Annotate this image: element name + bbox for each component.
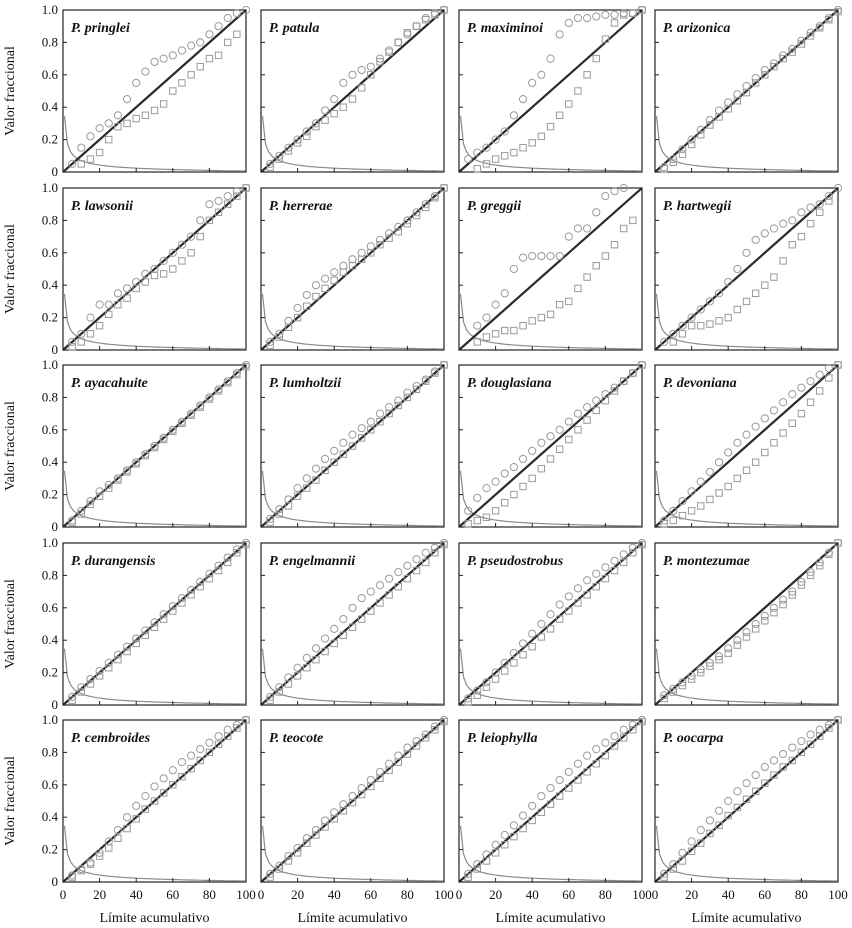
y-tick-label: 0.6: [41, 776, 58, 792]
x-axis-label: Límite acumulativo: [99, 911, 210, 926]
species-title: P. teocote: [269, 731, 324, 746]
panel-14: [261, 539, 448, 705]
panel-15: [459, 539, 646, 705]
x-tick-label: 100: [434, 887, 454, 902]
x-tick-label: 80: [794, 887, 808, 902]
x-tick-label: 60: [562, 887, 576, 902]
species-title: P. engelmannii: [269, 554, 356, 569]
y-axis-label: Valor fraccional: [3, 756, 18, 846]
y-tick-label: 0.4: [41, 809, 58, 825]
x-tick-label: 40: [721, 887, 735, 902]
species-title: P. oocarpa: [663, 731, 724, 746]
y-tick-label: 0.4: [41, 632, 58, 648]
species-title: P. lumholtzii: [269, 376, 342, 391]
species-title: P. greggii: [467, 199, 522, 214]
y-axis-label: Valor fraccional: [3, 579, 18, 669]
y-axis-label: Valor fraccional: [3, 401, 18, 491]
species-title: P. maximinoi: [467, 21, 543, 36]
y-tick-label: 0: [51, 697, 58, 712]
species-title: P. pringlei: [71, 21, 130, 36]
panel-19: [456, 716, 652, 926]
panel-11: [459, 361, 646, 527]
y-tick-label: 1.0: [41, 357, 58, 372]
x-tick-label: 100: [236, 887, 256, 902]
panel-3: [459, 6, 646, 172]
panel-6: [261, 184, 448, 350]
x-axis-label: Límite acumulativo: [297, 911, 408, 926]
species-title: P. arizonica: [663, 21, 731, 36]
species-title: P. herrerae: [269, 199, 333, 214]
species-title: P. lawsonii: [71, 199, 133, 214]
species-title: P. durangensis: [71, 554, 156, 569]
y-tick-label: 0: [51, 342, 58, 357]
y-tick-label: 1.0: [41, 712, 58, 727]
x-tick-label: 0: [651, 887, 659, 902]
y-tick-label: 0.6: [41, 421, 58, 437]
x-tick-label: 80: [598, 887, 612, 902]
y-axis-label: Valor fraccional: [3, 46, 18, 136]
panel-7: [459, 184, 642, 350]
panel-20: [652, 716, 848, 926]
y-tick-label: 0.2: [41, 131, 58, 147]
y-tick-label: 0.2: [41, 841, 58, 857]
panel-5: [3, 180, 250, 357]
y-tick-label: 1.0: [41, 2, 58, 17]
y-tick-label: 0.4: [41, 454, 58, 470]
x-tick-label: 20: [685, 887, 699, 902]
x-axis-label: Límite acumulativo: [495, 911, 606, 926]
x-tick-label: 40: [129, 887, 143, 902]
x-tick-label: 20: [291, 887, 305, 902]
species-title: P. pseudostrobus: [467, 554, 564, 569]
y-tick-label: 0.6: [41, 244, 58, 260]
species-title: P. cembroides: [71, 731, 151, 746]
panel-9: [3, 357, 250, 534]
panel-17: [3, 712, 256, 926]
x-tick-label: 20: [93, 887, 107, 902]
y-tick-label: 0.4: [41, 99, 58, 115]
y-tick-label: 0.8: [41, 34, 58, 50]
y-tick-label: 0.2: [41, 664, 58, 680]
x-tick-label: 0: [455, 887, 463, 902]
species-title: P. leiophylla: [467, 731, 538, 746]
y-tick-label: 0: [51, 874, 58, 889]
y-tick-label: 0.4: [41, 277, 58, 293]
panel-18: [258, 716, 454, 926]
y-tick-label: 0.2: [41, 486, 58, 502]
y-axis-label: Valor fraccional: [3, 224, 18, 314]
panel-1: [3, 2, 250, 179]
x-axis-label: Límite acumulativo: [691, 911, 802, 926]
x-tick-label: 40: [327, 887, 341, 902]
panel-13: [3, 535, 250, 712]
x-tick-label: 100: [828, 887, 848, 902]
species-title: P. hartwegii: [663, 199, 732, 214]
x-tick-label: 60: [758, 887, 772, 902]
x-tick-label: 40: [525, 887, 539, 902]
x-tick-label: 20: [489, 887, 503, 902]
species-title: P. ayacahuite: [71, 376, 148, 391]
x-tick-label: 80: [202, 887, 216, 902]
x-tick-label: 100: [632, 887, 652, 902]
y-tick-label: 0.2: [41, 309, 58, 325]
y-tick-label: 0: [51, 519, 58, 534]
species-title: P. devoniana: [663, 376, 737, 391]
y-tick-label: 0.6: [41, 66, 58, 82]
y-tick-label: 0.8: [41, 744, 58, 760]
panel-8: [655, 184, 842, 350]
panel-10: [261, 361, 448, 527]
y-tick-label: 1.0: [41, 180, 58, 195]
x-tick-label: 60: [166, 887, 180, 902]
panel-2: [261, 6, 448, 172]
x-tick-label: 60: [364, 887, 378, 902]
species-title: P. patula: [269, 21, 320, 36]
x-tick-label: 80: [400, 887, 414, 902]
panel-4: [655, 6, 842, 172]
y-tick-label: 0.8: [41, 389, 58, 405]
y-tick-label: 0.8: [41, 567, 58, 583]
y-tick-label: 0.8: [41, 212, 58, 228]
panel-12: [655, 361, 842, 527]
species-title: P. montezumae: [663, 554, 750, 569]
species-title: P. douglasiana: [467, 376, 552, 391]
y-tick-label: 1.0: [41, 535, 58, 550]
x-tick-label: 0: [59, 887, 67, 902]
y-tick-label: 0.6: [41, 599, 58, 615]
y-tick-label: 0: [51, 164, 58, 179]
panel-16: [655, 539, 842, 705]
x-tick-label: 0: [257, 887, 265, 902]
